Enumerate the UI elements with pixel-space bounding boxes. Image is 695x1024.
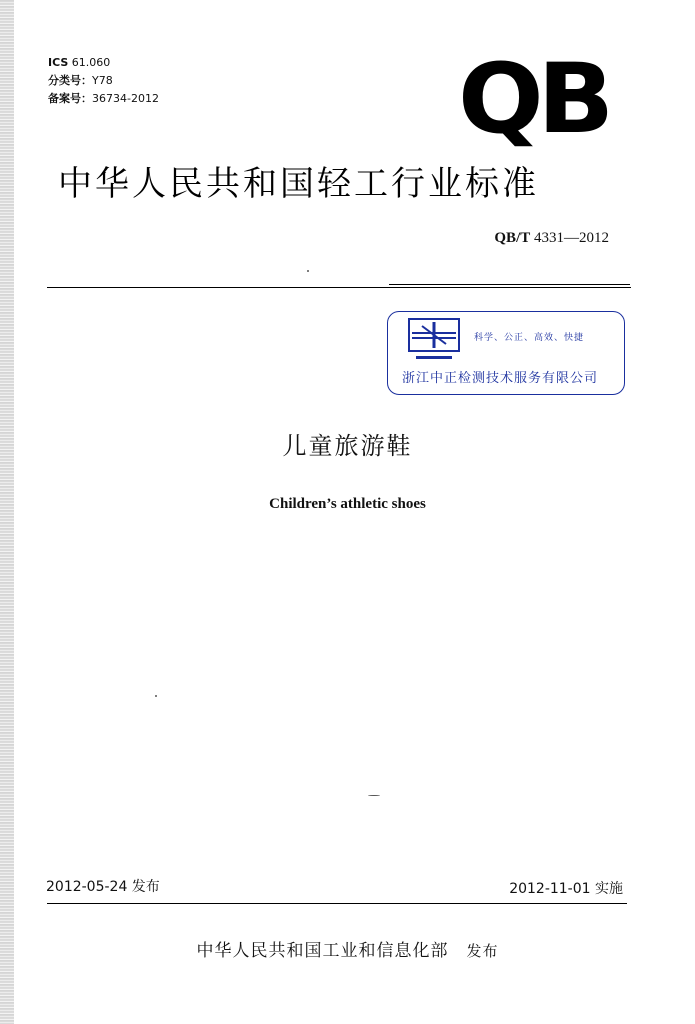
- metadata-block: [48, 54, 159, 108]
- ics-value: 61.060: [71, 56, 111, 69]
- stamp-company-name: 浙江中正检测技术服务有限公司: [402, 371, 599, 386]
- inspection-stamp: [387, 311, 625, 395]
- header-rule: [47, 287, 631, 288]
- scan-speck: [368, 795, 380, 796]
- scan-speck: [155, 695, 157, 697]
- publisher-action: 发布: [466, 942, 499, 960]
- ics-line: [48, 54, 159, 72]
- header-rule-short: [389, 284, 630, 285]
- stamp-slogan: 科学、公正、高效、快捷: [474, 333, 585, 343]
- record-line: [48, 90, 159, 108]
- record-label: 备案号：: [48, 92, 92, 105]
- issue-date: 2012-05-24 发布: [46, 879, 160, 895]
- stamp-logo-icon: [408, 318, 460, 364]
- scan-speck: [307, 270, 309, 272]
- footer-rule: [47, 903, 627, 904]
- standard-code-prefix: QB/T: [494, 230, 531, 246]
- publisher-line: [0, 936, 695, 961]
- document-title-cn: 儿童旅游鞋: [282, 432, 413, 460]
- record-value: 36734-2012: [92, 92, 159, 105]
- class-value: Y78: [92, 74, 113, 87]
- standard-category-title: 中华人民共和国轻工行业标准: [58, 164, 539, 204]
- class-label: 分类号：: [48, 74, 92, 87]
- implementation-date: 2012-11-01 实施: [509, 881, 623, 897]
- standard-code-number: 4331—2012: [534, 230, 609, 246]
- publisher-name: 中华人民共和国工业和信息化部: [196, 941, 449, 961]
- qb-logo: QB: [458, 43, 608, 155]
- standard-code: [494, 230, 609, 247]
- class-line: [48, 72, 159, 90]
- document-title-en: Children’s athletic shoes: [269, 496, 426, 512]
- ics-label: ICS: [48, 56, 69, 69]
